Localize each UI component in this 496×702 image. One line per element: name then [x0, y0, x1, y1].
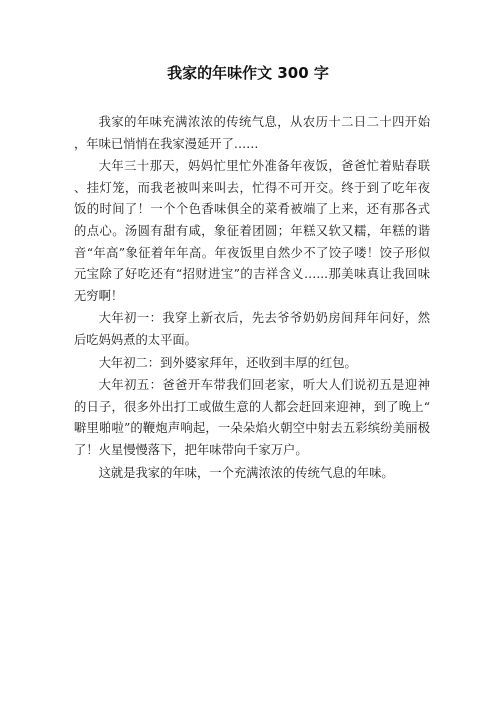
paragraph-conclusion: 这就是我家的年味，一个充满浓浓的传统气息的年味。	[98, 465, 394, 480]
paragraph-day-two: 大年初二：到外婆家拜年，还收到丰厚的红包。	[98, 355, 357, 370]
paragraph-day-one: 大年初一：我穿上新衣后，先去爷爷奶奶房间拜年问好，然后吃妈妈煮的太平面。	[74, 311, 430, 347]
paragraph-day-five: 大年初五：爸爸开车带我们回老家，听大人们说初五是迎神的日子，很多外出打工或做生意的人都会赶回来迎神，到了晚上“噼里啪啦”的鞭炮声响起，一朵朵焰火朝空中射去五彩缤纷美丽极了！火星慢慢落下，把年味带向千家万户。	[74, 378, 430, 457]
paragraph-intro: 我家的年味充满浓浓的传统气息，从农历十二日二十四开始，年味已悄悄在我家漫延开了……	[74, 115, 430, 151]
document-title: 我家的年味作文 300 字	[167, 64, 329, 82]
paragraph-new-years-eve: 大年三十那天，妈妈忙里忙外准备年夜饭，爸爸忙着贴春联、挂灯笼，而我老被叫来叫去，忙得不可开交。终于到了吃年夜饭的时间了！一个个色香味俱全的菜肴被端了上来，还有那各式的点心。汤圆有甜有咸，象征着团圆；年糕又软又糯，年糕的谐音“年高”象征着年年高。年夜饭里自然少不了饺子喽！饺子形似元宝除了好吃还有“招财进宝”的吉祥含义…...那美味真让我回味无穷啊！	[74, 159, 430, 303]
document-body	[74, 112, 430, 485]
